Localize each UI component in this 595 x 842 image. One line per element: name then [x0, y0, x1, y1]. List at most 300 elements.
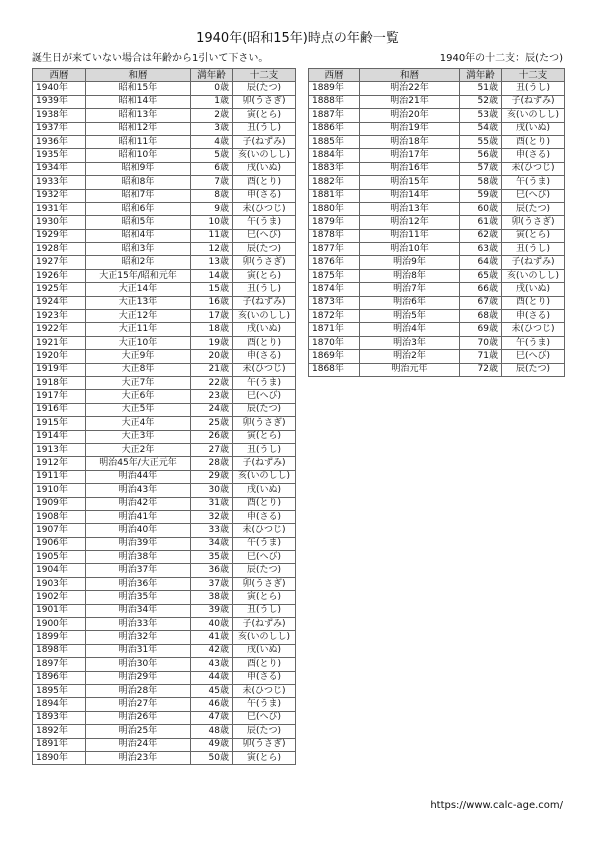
- cell-wareki: 昭和14年: [86, 95, 191, 108]
- cell-seireki: 1887年: [309, 109, 360, 122]
- cell-zodiac: 子(ねずみ): [233, 135, 296, 148]
- cell-zodiac: 卯(うさぎ): [233, 417, 296, 430]
- cell-age: 39歳: [191, 604, 233, 617]
- cell-zodiac: 巳(へび): [233, 551, 296, 564]
- table-row: [33, 202, 296, 215]
- cell-seireki: 1907年: [33, 524, 86, 537]
- cell-age: 4歳: [191, 135, 233, 148]
- cell-seireki: 1880年: [309, 202, 360, 215]
- cell-zodiac: 丑(うし): [233, 122, 296, 135]
- cell-seireki: 1882年: [309, 176, 360, 189]
- table-row: [309, 296, 565, 309]
- table-row: [33, 751, 296, 764]
- page-title: 1940年(昭和15年)時点の年齢一覧: [196, 31, 399, 46]
- cell-seireki: 1897年: [33, 658, 86, 671]
- cell-zodiac: 卯(うさぎ): [502, 216, 565, 229]
- table-row: [33, 658, 296, 671]
- cell-zodiac: 午(うま): [233, 698, 296, 711]
- cell-age: 48歳: [191, 725, 233, 738]
- table-row: [33, 738, 296, 751]
- table-row: [309, 256, 565, 269]
- cell-age: 18歳: [191, 323, 233, 336]
- cell-zodiac: 戌(いぬ): [233, 162, 296, 175]
- cell-seireki: 1883年: [309, 162, 360, 175]
- cell-wareki: 昭和7年: [86, 189, 191, 202]
- cell-age: 69歳: [460, 323, 502, 336]
- cell-wareki: 大正11年: [86, 323, 191, 336]
- cell-seireki: 1938年: [33, 109, 86, 122]
- cell-zodiac: 午(うま): [233, 376, 296, 389]
- cell-age: 50歳: [191, 751, 233, 764]
- cell-wareki: 明治2年: [360, 350, 460, 363]
- cell-seireki: 1923年: [33, 310, 86, 323]
- cell-wareki: 明治43年: [86, 484, 191, 497]
- cell-seireki: 1870年: [309, 336, 360, 349]
- cell-zodiac: 寅(とら): [233, 591, 296, 604]
- cell-wareki: 明治30年: [86, 658, 191, 671]
- cell-zodiac: 未(ひつじ): [233, 363, 296, 376]
- cell-wareki: 明治33年: [86, 618, 191, 631]
- cell-zodiac: 申(さる): [502, 149, 565, 162]
- cell-zodiac: 酉(とり): [233, 658, 296, 671]
- cell-wareki: 昭和8年: [86, 176, 191, 189]
- cell-age: 41歳: [191, 631, 233, 644]
- cell-seireki: 1895年: [33, 684, 86, 697]
- table-row: [309, 310, 565, 323]
- cell-zodiac: 午(うま): [233, 216, 296, 229]
- cell-age: 53歳: [460, 109, 502, 122]
- table-row: [33, 457, 296, 470]
- cell-age: 47歳: [191, 711, 233, 724]
- cell-age: 12歳: [191, 243, 233, 256]
- cell-age: 3歳: [191, 122, 233, 135]
- cell-wareki: 明治13年: [360, 202, 460, 215]
- cell-age: 15歳: [191, 283, 233, 296]
- table-row: [33, 189, 296, 202]
- cell-zodiac: 酉(とり): [502, 135, 565, 148]
- cell-age: 65歳: [460, 269, 502, 282]
- cell-seireki: 1931年: [33, 202, 86, 215]
- table-row: [33, 390, 296, 403]
- cell-wareki: 昭和6年: [86, 202, 191, 215]
- cell-wareki: 明治32年: [86, 631, 191, 644]
- header-wareki: 和暦: [360, 69, 460, 82]
- header-seireki: 西暦: [309, 69, 360, 82]
- table-row: [33, 684, 296, 697]
- cell-wareki: 明治23年: [86, 751, 191, 764]
- table-row: [309, 109, 565, 122]
- cell-zodiac: 辰(たつ): [502, 202, 565, 215]
- table-row: [33, 283, 296, 296]
- cell-wareki: 昭和9年: [86, 162, 191, 175]
- cell-zodiac: 戌(いぬ): [233, 484, 296, 497]
- cell-zodiac: 巳(へび): [233, 711, 296, 724]
- cell-wareki: 明治5年: [360, 310, 460, 323]
- header-age: 満年齢: [460, 69, 502, 82]
- table-row: [33, 149, 296, 162]
- cell-age: 63歳: [460, 243, 502, 256]
- table-row: [309, 243, 565, 256]
- cell-seireki: 1905年: [33, 551, 86, 564]
- table-row: [309, 350, 565, 363]
- table-row: [33, 577, 296, 590]
- cell-wareki: 明治27年: [86, 698, 191, 711]
- cell-age: 30歳: [191, 484, 233, 497]
- table-row: [33, 537, 296, 550]
- cell-seireki: 1925年: [33, 283, 86, 296]
- cell-age: 37歳: [191, 577, 233, 590]
- cell-wareki: 明治14年: [360, 189, 460, 202]
- cell-seireki: 1932年: [33, 189, 86, 202]
- table-row: [33, 109, 296, 122]
- table-row: [309, 229, 565, 242]
- cell-seireki: 1937年: [33, 122, 86, 135]
- cell-age: 25歳: [191, 417, 233, 430]
- cell-zodiac: 亥(いのしし): [502, 109, 565, 122]
- header-age: 満年齢: [191, 69, 233, 82]
- header-wareki: 和暦: [86, 69, 191, 82]
- cell-seireki: 1904年: [33, 564, 86, 577]
- cell-age: 59歳: [460, 189, 502, 202]
- cell-zodiac: 未(ひつじ): [502, 162, 565, 175]
- table-row: [309, 363, 565, 376]
- table-row: [33, 403, 296, 416]
- cell-wareki: 明治40年: [86, 524, 191, 537]
- cell-age: 57歳: [460, 162, 502, 175]
- cell-zodiac: 卯(うさぎ): [233, 738, 296, 751]
- cell-zodiac: 寅(とら): [233, 109, 296, 122]
- cell-seireki: 1918年: [33, 376, 86, 389]
- cell-wareki: 大正6年: [86, 390, 191, 403]
- table-row: [33, 443, 296, 456]
- birthday-note: 誕生日が来ていない場合は年齢から1引いて下さい。: [32, 53, 269, 64]
- cell-wareki: 明治44年: [86, 470, 191, 483]
- cell-seireki: 1869年: [309, 350, 360, 363]
- cell-age: 56歳: [460, 149, 502, 162]
- cell-seireki: 1936年: [33, 135, 86, 148]
- cell-zodiac: 子(ねずみ): [233, 618, 296, 631]
- cell-seireki: 1924年: [33, 296, 86, 309]
- table-row: [309, 189, 565, 202]
- cell-zodiac: 未(ひつじ): [502, 323, 565, 336]
- header-seireki: 西暦: [33, 69, 86, 82]
- cell-zodiac: 亥(いのしし): [233, 470, 296, 483]
- cell-zodiac: 酉(とり): [233, 336, 296, 349]
- cell-age: 60歳: [460, 202, 502, 215]
- cell-seireki: 1908年: [33, 510, 86, 523]
- cell-wareki: 明治38年: [86, 551, 191, 564]
- cell-wareki: 明治24年: [86, 738, 191, 751]
- cell-zodiac: 未(ひつじ): [233, 202, 296, 215]
- table-row: [309, 149, 565, 162]
- table-row: [33, 524, 296, 537]
- table-row: [33, 350, 296, 363]
- cell-age: 44歳: [191, 671, 233, 684]
- cell-zodiac: 酉(とり): [233, 176, 296, 189]
- cell-wareki: 明治39年: [86, 537, 191, 550]
- cell-wareki: 明治31年: [86, 644, 191, 657]
- cell-zodiac: 子(ねずみ): [502, 95, 565, 108]
- cell-seireki: 1901年: [33, 604, 86, 617]
- age-table-left: [32, 68, 296, 765]
- cell-age: 20歳: [191, 350, 233, 363]
- cell-age: 10歳: [191, 216, 233, 229]
- cell-wareki: 明治3年: [360, 336, 460, 349]
- cell-age: 27歳: [191, 443, 233, 456]
- cell-seireki: 1940年: [33, 82, 86, 95]
- cell-seireki: 1888年: [309, 95, 360, 108]
- cell-seireki: 1933年: [33, 176, 86, 189]
- cell-wareki: 大正3年: [86, 430, 191, 443]
- table-row: [33, 269, 296, 282]
- cell-seireki: 1911年: [33, 470, 86, 483]
- cell-seireki: 1879年: [309, 216, 360, 229]
- cell-age: 62歳: [460, 229, 502, 242]
- site-url: https://www.calc-age.com/: [430, 800, 563, 811]
- cell-seireki: 1884年: [309, 149, 360, 162]
- cell-age: 24歳: [191, 403, 233, 416]
- table-row: [33, 564, 296, 577]
- cell-wareki: 明治8年: [360, 269, 460, 282]
- cell-zodiac: 戌(いぬ): [233, 323, 296, 336]
- cell-zodiac: 亥(いのしし): [502, 269, 565, 282]
- cell-zodiac: 未(ひつじ): [233, 684, 296, 697]
- cell-wareki: 昭和2年: [86, 256, 191, 269]
- table-row: [33, 725, 296, 738]
- cell-seireki: 1872年: [309, 310, 360, 323]
- cell-wareki: 昭和15年: [86, 82, 191, 95]
- cell-wareki: 明治42年: [86, 497, 191, 510]
- header-zodiac: 十二支: [502, 69, 565, 82]
- cell-seireki: 1891年: [33, 738, 86, 751]
- table-row: [33, 82, 296, 95]
- cell-seireki: 1894年: [33, 698, 86, 711]
- cell-age: 55歳: [460, 135, 502, 148]
- cell-age: 14歳: [191, 269, 233, 282]
- cell-zodiac: 戌(いぬ): [233, 644, 296, 657]
- cell-age: 32歳: [191, 510, 233, 523]
- cell-wareki: 明治21年: [360, 95, 460, 108]
- cell-wareki: 明治34年: [86, 604, 191, 617]
- cell-age: 61歳: [460, 216, 502, 229]
- cell-age: 67歳: [460, 296, 502, 309]
- cell-wareki: 明治35年: [86, 591, 191, 604]
- table-row: [309, 176, 565, 189]
- table-row: [309, 323, 565, 336]
- cell-seireki: 1926年: [33, 269, 86, 282]
- table-row: [33, 618, 296, 631]
- cell-age: 2歳: [191, 109, 233, 122]
- cell-zodiac: 子(ねずみ): [233, 457, 296, 470]
- cell-age: 17歳: [191, 310, 233, 323]
- table-row: [33, 323, 296, 336]
- table-row: [33, 497, 296, 510]
- table-row: [309, 336, 565, 349]
- cell-wareki: 大正10年: [86, 336, 191, 349]
- cell-zodiac: 辰(たつ): [502, 363, 565, 376]
- cell-age: 8歳: [191, 189, 233, 202]
- cell-wareki: 明治6年: [360, 296, 460, 309]
- cell-zodiac: 卯(うさぎ): [233, 577, 296, 590]
- table-row: [309, 135, 565, 148]
- cell-wareki: 明治16年: [360, 162, 460, 175]
- cell-zodiac: 丑(うし): [502, 82, 565, 95]
- cell-zodiac: 戌(いぬ): [502, 283, 565, 296]
- cell-zodiac: 寅(とら): [233, 751, 296, 764]
- age-table-right: [308, 68, 565, 377]
- table-row: [33, 310, 296, 323]
- cell-seireki: 1917年: [33, 390, 86, 403]
- table-row: [33, 95, 296, 108]
- cell-age: 11歳: [191, 229, 233, 242]
- cell-seireki: 1927年: [33, 256, 86, 269]
- cell-age: 26歳: [191, 430, 233, 443]
- cell-zodiac: 亥(いのしし): [233, 631, 296, 644]
- cell-zodiac: 子(ねずみ): [233, 296, 296, 309]
- table-header-row: [33, 69, 296, 82]
- table-row: [33, 216, 296, 229]
- cell-zodiac: 未(ひつじ): [233, 524, 296, 537]
- table-row: [33, 162, 296, 175]
- cell-seireki: 1868年: [309, 363, 360, 376]
- cell-wareki: 明治4年: [360, 323, 460, 336]
- cell-seireki: 1929年: [33, 229, 86, 242]
- cell-wareki: 大正13年: [86, 296, 191, 309]
- cell-wareki: 明治9年: [360, 256, 460, 269]
- cell-wareki: 明治22年: [360, 82, 460, 95]
- cell-age: 5歳: [191, 149, 233, 162]
- table-row: [33, 551, 296, 564]
- cell-zodiac: 丑(うし): [233, 443, 296, 456]
- cell-wareki: 昭和3年: [86, 243, 191, 256]
- cell-seireki: 1919年: [33, 363, 86, 376]
- cell-wareki: 明治41年: [86, 510, 191, 523]
- cell-wareki: 昭和4年: [86, 229, 191, 242]
- cell-wareki: 明治28年: [86, 684, 191, 697]
- table-row: [33, 229, 296, 242]
- table-row: [33, 591, 296, 604]
- cell-zodiac: 申(さる): [502, 310, 565, 323]
- table-row: [309, 283, 565, 296]
- cell-zodiac: 巳(へび): [502, 350, 565, 363]
- cell-wareki: 明治45年/大正元年: [86, 457, 191, 470]
- cell-zodiac: 辰(たつ): [233, 564, 296, 577]
- cell-zodiac: 寅(とら): [233, 269, 296, 282]
- table-row: [309, 122, 565, 135]
- cell-zodiac: 辰(たつ): [233, 243, 296, 256]
- cell-age: 9歳: [191, 202, 233, 215]
- cell-age: 31歳: [191, 497, 233, 510]
- cell-seireki: 1881年: [309, 189, 360, 202]
- table-row: [33, 417, 296, 430]
- table-row: [33, 644, 296, 657]
- cell-seireki: 1899年: [33, 631, 86, 644]
- cell-age: 64歳: [460, 256, 502, 269]
- cell-age: 35歳: [191, 551, 233, 564]
- cell-seireki: 1873年: [309, 296, 360, 309]
- table-row: [33, 176, 296, 189]
- cell-zodiac: 申(さる): [233, 189, 296, 202]
- zodiac-note: 1940年の十二支：辰(たつ): [439, 53, 563, 64]
- table-row: [33, 604, 296, 617]
- cell-age: 34歳: [191, 537, 233, 550]
- table-row: [309, 216, 565, 229]
- table-header-row: [309, 69, 565, 82]
- cell-age: 16歳: [191, 296, 233, 309]
- cell-wareki: 昭和13年: [86, 109, 191, 122]
- cell-zodiac: 辰(たつ): [233, 82, 296, 95]
- cell-seireki: 1922年: [33, 323, 86, 336]
- cell-age: 13歳: [191, 256, 233, 269]
- cell-wareki: 明治7年: [360, 283, 460, 296]
- table-row: [33, 671, 296, 684]
- cell-age: 72歳: [460, 363, 502, 376]
- table-row: [33, 698, 296, 711]
- cell-wareki: 明治25年: [86, 725, 191, 738]
- cell-wareki: 明治18年: [360, 135, 460, 148]
- cell-zodiac: 卯(うさぎ): [233, 256, 296, 269]
- cell-wareki: 大正2年: [86, 443, 191, 456]
- cell-seireki: 1913年: [33, 443, 86, 456]
- table-row: [309, 82, 565, 95]
- cell-wareki: 明治12年: [360, 216, 460, 229]
- cell-seireki: 1916年: [33, 403, 86, 416]
- cell-seireki: 1871年: [309, 323, 360, 336]
- cell-age: 66歳: [460, 283, 502, 296]
- table-row: [33, 376, 296, 389]
- cell-seireki: 1939年: [33, 95, 86, 108]
- cell-wareki: 明治17年: [360, 149, 460, 162]
- cell-wareki: 大正8年: [86, 363, 191, 376]
- cell-seireki: 1885年: [309, 135, 360, 148]
- cell-age: 58歳: [460, 176, 502, 189]
- cell-zodiac: 子(ねずみ): [502, 256, 565, 269]
- cell-zodiac: 巳(へび): [233, 390, 296, 403]
- cell-zodiac: 巳(へび): [233, 229, 296, 242]
- table-row: [309, 269, 565, 282]
- cell-age: 46歳: [191, 698, 233, 711]
- cell-zodiac: 午(うま): [502, 336, 565, 349]
- table-row: [33, 122, 296, 135]
- cell-seireki: 1875年: [309, 269, 360, 282]
- cell-seireki: 1920年: [33, 350, 86, 363]
- table-row: [33, 296, 296, 309]
- table-row: [309, 202, 565, 215]
- cell-seireki: 1930年: [33, 216, 86, 229]
- cell-zodiac: 申(さる): [233, 350, 296, 363]
- cell-age: 42歳: [191, 644, 233, 657]
- cell-seireki: 1900年: [33, 618, 86, 631]
- table-row: [33, 484, 296, 497]
- cell-seireki: 1910年: [33, 484, 86, 497]
- cell-seireki: 1893年: [33, 711, 86, 724]
- cell-age: 71歳: [460, 350, 502, 363]
- cell-age: 28歳: [191, 457, 233, 470]
- cell-wareki: 昭和11年: [86, 135, 191, 148]
- cell-seireki: 1902年: [33, 591, 86, 604]
- cell-seireki: 1914年: [33, 430, 86, 443]
- cell-age: 0歳: [191, 82, 233, 95]
- cell-seireki: 1896年: [33, 671, 86, 684]
- table-row: [33, 243, 296, 256]
- cell-age: 23歳: [191, 390, 233, 403]
- cell-wareki: 明治36年: [86, 577, 191, 590]
- cell-seireki: 1906年: [33, 537, 86, 550]
- cell-age: 68歳: [460, 310, 502, 323]
- table-row: [309, 95, 565, 108]
- cell-seireki: 1878年: [309, 229, 360, 242]
- cell-seireki: 1921年: [33, 336, 86, 349]
